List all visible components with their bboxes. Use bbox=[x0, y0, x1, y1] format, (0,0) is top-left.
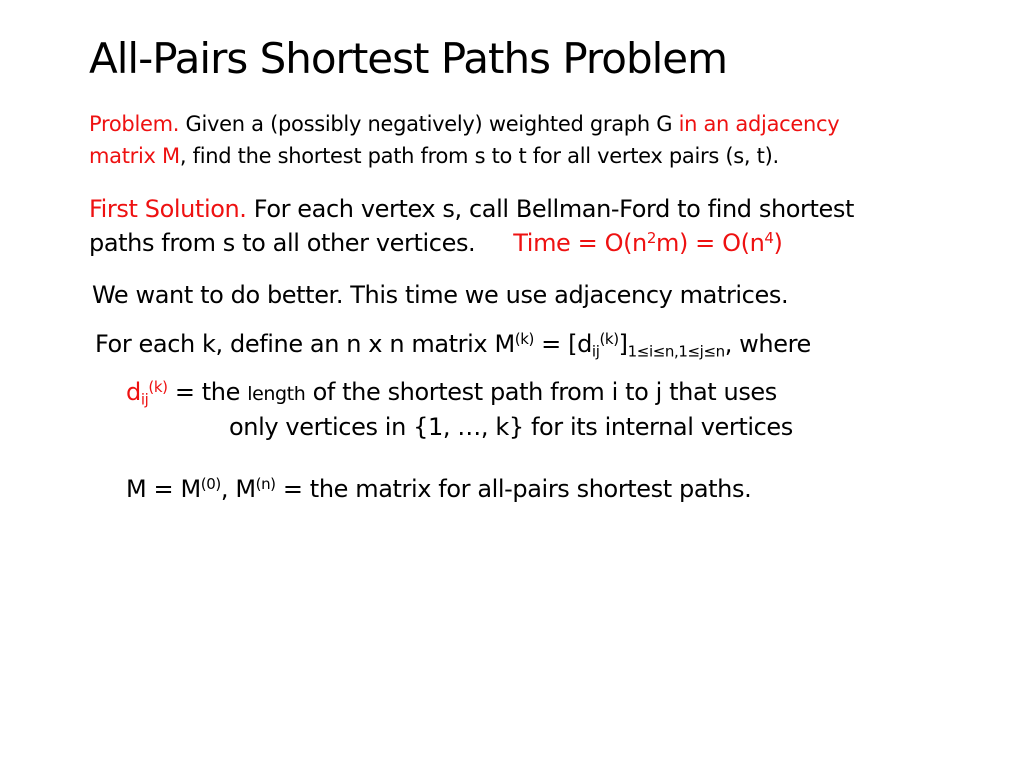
definition-paragraph bbox=[95, 327, 811, 361]
dij-definition-line-2: only vertices in {1, …, k} for its internal vertices bbox=[229, 413, 793, 441]
time-part-b: m) = O(n bbox=[656, 229, 765, 257]
definition-text-a: For each k, define an n x n matrix M bbox=[95, 330, 515, 358]
time-part-a: Time = O(n bbox=[513, 229, 647, 257]
better-paragraph: We want to do better. This time we use adjacency matrices. bbox=[92, 281, 789, 309]
dij-length-word: length bbox=[247, 383, 306, 405]
matrix-text-a: M = M bbox=[126, 475, 201, 503]
definition-sub-ij: ij bbox=[591, 342, 600, 361]
dij-text-b: of the shortest path from i to j that uses bbox=[305, 378, 777, 406]
problem-text-a: Given a (possibly negatively) weighted graph G bbox=[179, 112, 679, 136]
dij-symbol bbox=[126, 377, 168, 409]
dij-text-a: = the bbox=[167, 378, 248, 406]
definition-text-d: , where bbox=[724, 330, 811, 358]
first-solution-label: First Solution. bbox=[89, 195, 247, 223]
matrix-text-b: , M bbox=[220, 475, 256, 503]
dij-definition-line-1 bbox=[126, 375, 777, 411]
matrix-sup-0: (0) bbox=[200, 474, 221, 493]
definition-text-b: = [d bbox=[533, 330, 592, 358]
slide-title: All-Pairs Shortest Paths Problem bbox=[89, 34, 728, 83]
matrix-paragraph bbox=[126, 472, 751, 506]
dij-sup: (k) bbox=[148, 377, 168, 396]
problem-highlight-2: matrix M bbox=[89, 144, 180, 168]
problem-text-b: , find the shortest path from s to t for all vertex pairs (s, t). bbox=[179, 144, 779, 168]
definition-sup-k2: (k) bbox=[599, 329, 619, 348]
dij-sub: ij bbox=[140, 390, 149, 409]
problem-highlight: in an adjacency bbox=[678, 112, 840, 136]
definition-sub-range: 1≤i≤n,1≤j≤n bbox=[627, 342, 725, 361]
problem-label: Problem. bbox=[89, 112, 180, 136]
first-solution-text-a: For each vertex s, call Bellman-Ford to find shortest bbox=[246, 195, 854, 223]
definition-sup-k: (k) bbox=[514, 329, 534, 348]
time-sup-2: 4 bbox=[764, 228, 774, 247]
definition-text-c: ] bbox=[618, 330, 628, 358]
first-solution-text-b: paths from s to all other vertices. bbox=[89, 229, 476, 257]
time-sup-1: 2 bbox=[646, 228, 657, 247]
problem-paragraph bbox=[89, 108, 839, 172]
matrix-text-c: = the matrix for all-pairs shortest paths. bbox=[275, 475, 752, 503]
time-complexity bbox=[513, 229, 782, 257]
dij-d: d bbox=[126, 378, 141, 406]
time-part-c: ) bbox=[773, 229, 783, 257]
first-solution-paragraph bbox=[89, 192, 854, 260]
matrix-sup-n: (n) bbox=[255, 474, 276, 493]
